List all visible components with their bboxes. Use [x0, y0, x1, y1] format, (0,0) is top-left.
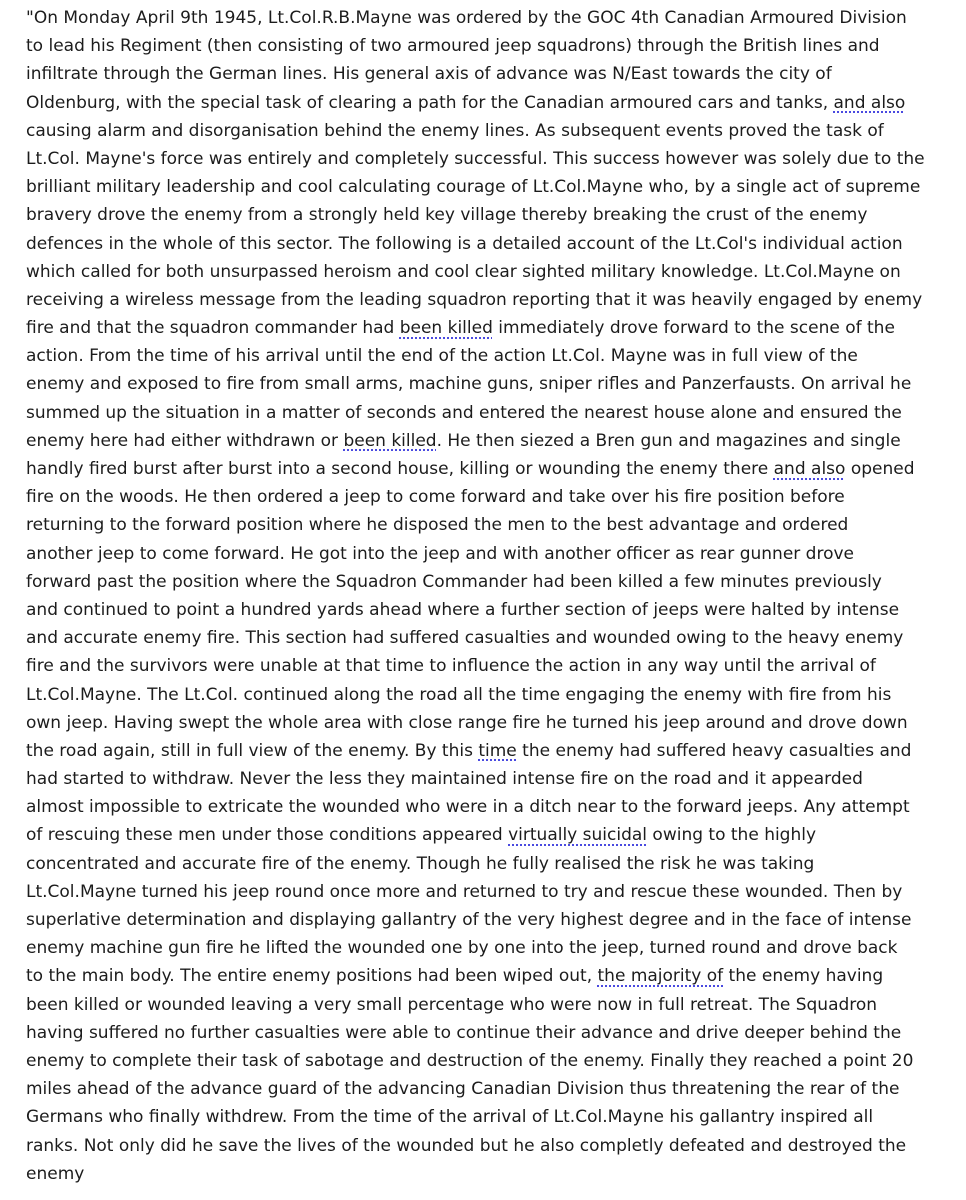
text-line — [26, 765, 958, 793]
text-segment: enemy machine gun fire he lifted the wounded one by one into the jeep, turned round and drove back — [26, 938, 898, 959]
text-line — [26, 652, 958, 680]
text-segment: almost impossible to extricate the wounded who were in a ditch near to the forward jeeps. Any attempt — [26, 797, 910, 818]
text-line — [26, 399, 958, 427]
text-line — [26, 737, 958, 765]
text-line — [26, 596, 958, 624]
text-segment: owing to the highly — [647, 825, 817, 846]
text-segment: "On Monday April 9th 1945, Lt.Col.R.B.Mayne was ordered by the GOC 4th Canadian Armoured Division — [26, 8, 907, 28]
grammar-flag: virtually suicidal — [508, 825, 648, 846]
text-line — [26, 878, 958, 906]
text-segment: to lead his Regiment (then consisting of two armoured jeep squadrons) through the British lines and — [26, 36, 880, 57]
text-line — [26, 201, 958, 229]
text-line — [26, 681, 958, 709]
text-segment: fire and that the squadron commander had — [26, 318, 400, 339]
text-segment: been killed or wounded leaving a very small percentage who were now in full retreat. The Squadron — [26, 994, 878, 1015]
text-segment: fire and the survivors were unable at that time to influence the action in any way until the arrival of — [26, 656, 876, 677]
text-segment: defences in the whole of this sector. The following is a detailed account of the Lt.Col's individual action — [26, 233, 903, 254]
text-line — [26, 455, 958, 483]
text-segment: forward past the position where the Squadron Commander had been killed a few minutes previously — [26, 571, 882, 592]
text-segment: summed up the situation in a matter of seconds and entered the nearest house alone and ensured the — [26, 402, 902, 423]
text-line — [26, 145, 958, 173]
text-segment: Germans who finally withdrew. From the time of the arrival of Lt.Col.Mayne his gallantry inspired all — [26, 1107, 874, 1128]
text-segment: miles ahead of the advance guard of the advancing Canadian Division thus threatening the rear of the — [26, 1079, 900, 1100]
text-segment: and continued to point a hundred yards ahead where a further section of jeeps were halted by intense — [26, 599, 900, 620]
text-line — [26, 32, 958, 60]
text-segment: which called for both unsurpassed heroism and cool clear sighted military knowledge. Lt.Col.Mayne on — [26, 261, 901, 282]
text-segment: enemy and exposed to fire from small arms, machine guns, sniper rifles and Panzerfausts. On arrival he — [26, 374, 912, 395]
text-segment: returning to the forward position where he disposed the men to the best advantage and ordered — [26, 515, 849, 536]
text-segment: . He then siezed a Bren gun and magazines and single — [436, 430, 901, 451]
text-segment: Lt.Col.Mayne. The Lt.Col. continued along the road all the time engaging the enemy with fire from his — [26, 684, 892, 705]
text-line — [26, 427, 958, 455]
text-line — [26, 821, 958, 849]
text-segment: enemy — [26, 1163, 85, 1184]
text-line — [26, 991, 958, 1019]
grammar-flag: and also — [773, 459, 846, 479]
text-line — [26, 906, 958, 934]
text-line — [26, 709, 958, 737]
text-segment: Lt.Col. Mayne's force was entirely and completely successful. This success however was solely due to the — [26, 148, 925, 169]
text-segment: another jeep to come forward. He got into the jeep and with another officer as rear gunner drove — [26, 543, 854, 564]
text-line — [26, 1103, 958, 1131]
text-line — [26, 370, 958, 398]
text-segment: action. From the time of his arrival until the end of the action Lt.Col. Mayne was in full view of the — [26, 346, 858, 367]
text-line — [26, 1160, 958, 1188]
text-line — [26, 4, 958, 32]
text-segment: concentrated and accurate fire of the enemy. Though he fully realised the risk he was taking — [26, 853, 815, 874]
text-line — [26, 962, 958, 990]
text-line — [26, 1075, 958, 1103]
text-segment: had started to withdraw. Never the less they maintained intense fire on the road and it appearded — [26, 769, 863, 790]
text-segment: causing alarm and disorganisation behind the enemy lines. As subsequent events proved the task of — [26, 120, 884, 141]
text-segment: Oldenburg, with the special task of clearing a path for the Canadian armoured cars and tanks, — [26, 92, 834, 113]
text-segment: superlative determination and displaying gallantry of the very highest degree and in the face of intense — [26, 910, 912, 930]
text-segment: to the main body. The entire enemy positions had been wiped out, — [26, 966, 598, 987]
text-line — [26, 793, 958, 821]
text-segment: infiltrate through the German lines. His general axis of advance was N/East towards the city of — [26, 64, 832, 85]
text-segment: enemy here had either withdrawn or — [26, 430, 344, 451]
text-segment: having suffered no further casualties were able to continue their advance and drive deeper behind the — [26, 1022, 902, 1043]
text-segment: fire on the woods. He then ordered a jeep to come forward and take over his fire position before — [26, 487, 845, 508]
text-line — [26, 511, 958, 539]
text-line — [26, 60, 958, 88]
text-line — [26, 342, 958, 370]
text-segment: ranks. Not only did he save the lives of the wounded but he also completly defeated and destroyed the — [26, 1135, 907, 1156]
text-line — [26, 1019, 958, 1047]
text-segment: the road again, still in full view of the enemy. By this — [26, 740, 479, 761]
text-segment: own jeep. Having swept the whole area with close range fire he turned his jeep around and drove down — [26, 712, 908, 733]
text-segment: Lt.Col.Mayne turned his jeep round once more and returned to try and rescue these wounded. Then by — [26, 881, 903, 902]
text-segment: the enemy had suffered heavy casualties and — [516, 740, 912, 761]
text-line — [26, 1047, 958, 1075]
text-line — [26, 230, 958, 258]
text-segment: receiving a wireless message from the leading squadron reporting that it was heavily engaged by enemy — [26, 289, 923, 310]
grammar-flag: been killed — [399, 318, 493, 339]
text-line — [26, 117, 958, 145]
text-segment: the enemy having — [723, 966, 884, 987]
grammar-flag: and also — [833, 92, 906, 113]
text-line — [26, 483, 958, 511]
text-line — [26, 258, 958, 286]
text-segment: handly fired burst after burst into a second house, killing or wounding the enemy there — [26, 459, 774, 479]
text-segment: and accurate enemy fire. This section had suffered casualties and wounded owing to the heavy enemy — [26, 628, 904, 649]
text-line — [26, 89, 958, 117]
text-segment: immediately drove forward to the scene of the — [492, 318, 895, 339]
text-segment: opened — [845, 459, 915, 479]
text-segment: of rescuing these men under those conditions appeared — [26, 825, 509, 846]
grammar-flag: time — [478, 740, 517, 761]
text-line — [26, 568, 958, 596]
grammar-flag: the majority of — [597, 966, 724, 987]
text-line — [26, 314, 958, 342]
text-segment: brilliant military leadership and cool calculating courage of Lt.Col.Mayne who, by a single act of supreme — [26, 177, 921, 198]
text-line — [26, 540, 958, 568]
text-line — [26, 173, 958, 201]
grammar-flag: been killed — [343, 430, 437, 451]
text-line — [26, 286, 958, 314]
text-line — [26, 850, 958, 878]
text-segment: enemy to complete their task of sabotage and destruction of the enemy. Finally they reached a point 20 — [26, 1050, 914, 1071]
citation-text — [26, 4, 958, 1188]
text-line — [26, 934, 958, 962]
text-segment: bravery drove the enemy from a strongly held key village thereby breaking the crust of the enemy — [26, 205, 868, 226]
text-line — [26, 624, 958, 652]
text-line — [26, 1132, 958, 1160]
